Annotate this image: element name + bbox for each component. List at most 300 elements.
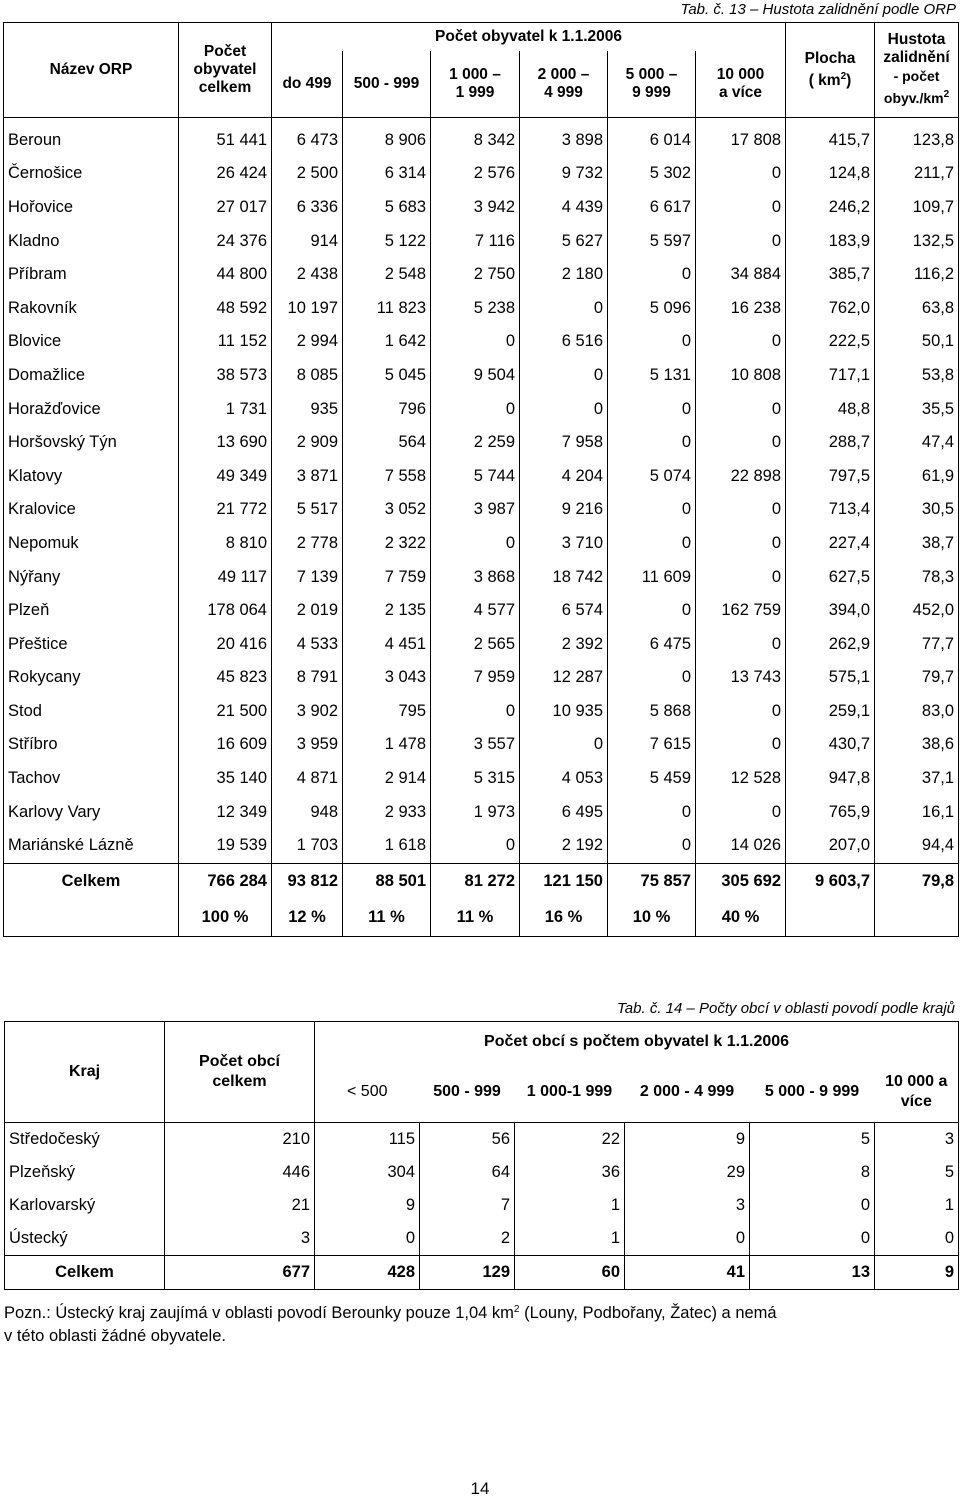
table-cell: 5 315 [431, 762, 520, 796]
table-cell: 0 [750, 1222, 875, 1256]
table-cell: 5 627 [520, 224, 608, 258]
total-label: Celkem [5, 1255, 165, 1289]
table-cell: 37,1 [875, 762, 959, 796]
table-cell: 2 909 [272, 426, 343, 460]
table-cell: 6 516 [520, 325, 608, 359]
table-cell: 207,0 [786, 829, 875, 863]
table-cell: 48,8 [786, 392, 875, 426]
percent-cell: 11 % [431, 900, 520, 937]
table-cell: 6 495 [520, 795, 608, 829]
table-cell: 627,5 [786, 560, 875, 594]
table-row [4, 527, 959, 561]
table-cell: 211,7 [875, 157, 959, 191]
table-cell: 0 [431, 325, 520, 359]
table-cell: 430,7 [786, 728, 875, 762]
table-cell: 10 935 [520, 695, 608, 729]
table-cell: 53,8 [875, 359, 959, 393]
total-cell: 766 284 [179, 863, 272, 900]
table-row [4, 627, 959, 661]
orp-name-cell: Plzeň [4, 594, 179, 628]
percent-cell: 12 % [272, 900, 343, 937]
table-cell: 77,7 [875, 627, 959, 661]
table-cell: 0 [608, 594, 696, 628]
table-cell: 64 [420, 1156, 515, 1189]
table-cell: 8 085 [272, 359, 343, 393]
table-cell: 0 [696, 527, 786, 561]
table-cell: 5 302 [608, 157, 696, 191]
table-cell: 7 615 [608, 728, 696, 762]
table-cell: 8 810 [179, 527, 272, 561]
table-cell: 2 565 [431, 627, 520, 661]
table-cell: 796 [343, 392, 431, 426]
table-cell: 45 823 [179, 661, 272, 695]
table-cell: 44 800 [179, 258, 272, 292]
table-cell: 0 [696, 191, 786, 225]
table-cell: 0 [696, 157, 786, 191]
total-cell: 41 [625, 1255, 750, 1289]
percent-row [4, 900, 959, 937]
orp-name-cell: Kladno [4, 224, 179, 258]
region-name-cell: Středočeský [5, 1122, 165, 1156]
table-cell: 0 [520, 291, 608, 325]
orp-name-cell: Karlovy Vary [4, 795, 179, 829]
table-cell: 1 642 [343, 325, 431, 359]
table-cell: 5 074 [608, 459, 696, 493]
table-cell: 5 597 [608, 224, 696, 258]
table-cell: 4 439 [520, 191, 608, 225]
orp-name-cell: Rokycany [4, 661, 179, 695]
table-row [4, 359, 959, 393]
table-cell: 49 117 [179, 560, 272, 594]
table-row [4, 426, 959, 460]
table-cell: 227,4 [786, 527, 875, 561]
header-municipalities-total: Počet obcí celkem [165, 1022, 315, 1123]
table-row [4, 117, 959, 157]
table-cell: 12 349 [179, 795, 272, 829]
percent-cell: 40 % [696, 900, 786, 937]
table-row [4, 493, 959, 527]
table-cell: 5 459 [608, 762, 696, 796]
table-cell: 5 238 [431, 291, 520, 325]
table-cell: 12 287 [520, 661, 608, 695]
table-cell: 5 [875, 1156, 959, 1189]
table-row [4, 191, 959, 225]
orp-name-cell: Tachov [4, 762, 179, 796]
table-cell: 246,2 [786, 191, 875, 225]
table-cell: 49 349 [179, 459, 272, 493]
table-cell: 109,7 [875, 191, 959, 225]
table-cell: 116,2 [875, 258, 959, 292]
table-row [4, 224, 959, 258]
table-cell: 2 259 [431, 426, 520, 460]
table-cell: 10 197 [272, 291, 343, 325]
table-cell: 78,3 [875, 560, 959, 594]
table-cell: 394,0 [786, 594, 875, 628]
total-cell: 93 812 [272, 863, 343, 900]
table-cell: 222,5 [786, 325, 875, 359]
table-cell: 0 [431, 829, 520, 863]
table14-caption: Tab. č. 14 – Počty obcí v oblasti povodí podle krajů [617, 1000, 955, 1017]
table-cell: 6 617 [608, 191, 696, 225]
table-cell: 4 577 [431, 594, 520, 628]
table-cell: 0 [608, 829, 696, 863]
orp-name-cell: Stříbro [4, 728, 179, 762]
table-cell: 259,1 [786, 695, 875, 729]
orp-name-cell: Stod [4, 695, 179, 729]
table-cell: 18 742 [520, 560, 608, 594]
total-cell: 428 [315, 1255, 420, 1289]
table-cell: 132,5 [875, 224, 959, 258]
table-cell: 564 [343, 426, 431, 460]
total-cell: 75 857 [608, 863, 696, 900]
header-bin-1000-1999: 1 000 – 1 999 [431, 51, 520, 117]
header-kraj: Kraj [5, 1022, 165, 1123]
table-cell: 3 959 [272, 728, 343, 762]
header2-bin-2000-4999: 2 000 - 4 999 [625, 1062, 750, 1122]
table-cell: 914 [272, 224, 343, 258]
region-name-cell: Karlovarský [5, 1189, 165, 1222]
table-row [4, 795, 959, 829]
total-cell: 60 [515, 1255, 625, 1289]
table-row [5, 1189, 959, 1222]
table-row [4, 560, 959, 594]
table-cell: 7 958 [520, 426, 608, 460]
table-cell: 947,8 [786, 762, 875, 796]
table-cell: 2 548 [343, 258, 431, 292]
orp-name-cell: Beroun [4, 117, 179, 157]
table-cell: 21 772 [179, 493, 272, 527]
table-cell: 797,5 [786, 459, 875, 493]
table-cell: 1 478 [343, 728, 431, 762]
table-cell: 3 710 [520, 527, 608, 561]
table-cell: 0 [520, 728, 608, 762]
table-cell: 35 140 [179, 762, 272, 796]
orp-name-cell: Černošice [4, 157, 179, 191]
orp-name-cell: Rakovník [4, 291, 179, 325]
table-cell: 22 [515, 1122, 625, 1156]
table-cell: 26 424 [179, 157, 272, 191]
table-cell: 34 884 [696, 258, 786, 292]
orp-name-cell: Klatovy [4, 459, 179, 493]
table-cell: 3 987 [431, 493, 520, 527]
table-row [4, 291, 959, 325]
header-density: Hustota zalidnění - počet $obyv./km^2$ [875, 23, 959, 118]
table-cell: 4 871 [272, 762, 343, 796]
table-cell: 0 [696, 426, 786, 460]
table-row [5, 1156, 959, 1189]
header-bin-5000-9999: 5 000 – 9 999 [608, 51, 696, 117]
table-cell: 304 [315, 1156, 420, 1189]
table-cell: 6 014 [608, 117, 696, 157]
table-cell: 2 135 [343, 594, 431, 628]
table-cell: 2 994 [272, 325, 343, 359]
table-row [5, 1122, 959, 1156]
total-cell: 88 501 [343, 863, 431, 900]
table-cell: 717,1 [786, 359, 875, 393]
table-cell: 0 [696, 325, 786, 359]
table-cell: 38 573 [179, 359, 272, 393]
table-cell: 5 744 [431, 459, 520, 493]
total-cell: 305 692 [696, 863, 786, 900]
table-cell: 0 [431, 695, 520, 729]
table-cell: 7 116 [431, 224, 520, 258]
table-cell: 0 [608, 795, 696, 829]
total-cell: 79,8 [875, 863, 959, 900]
table-cell: 762,0 [786, 291, 875, 325]
table-cell: 0 [520, 392, 608, 426]
percent-cell: 100 % [179, 900, 272, 937]
table-cell: 0 [431, 527, 520, 561]
table-cell: 0 [608, 258, 696, 292]
table-cell: 3 [165, 1222, 315, 1256]
table-cell: 0 [608, 527, 696, 561]
table-cell: 115 [315, 1122, 420, 1156]
table-cell: 51 441 [179, 117, 272, 157]
header-bin-up-to-499: do 499 [272, 51, 343, 117]
table-cell: 83,0 [875, 695, 959, 729]
table-cell: 288,7 [786, 426, 875, 460]
table-cell: 0 [608, 392, 696, 426]
table-cell: 35,5 [875, 392, 959, 426]
table-cell: 0 [696, 728, 786, 762]
table-cell: 56 [420, 1122, 515, 1156]
table-cell: 6 336 [272, 191, 343, 225]
table-cell: 9 [625, 1122, 750, 1156]
population-density-table [3, 22, 959, 937]
table-cell: 10 808 [696, 359, 786, 393]
table-cell: 5 868 [608, 695, 696, 729]
total-cell: 129 [420, 1255, 515, 1289]
table-cell: 27 017 [179, 191, 272, 225]
table-cell: 24 376 [179, 224, 272, 258]
table-cell: 7 139 [272, 560, 343, 594]
total-cell: 677 [165, 1255, 315, 1289]
table-cell: 1 703 [272, 829, 343, 863]
table-cell: 3 898 [520, 117, 608, 157]
table-cell: 16 238 [696, 291, 786, 325]
table-cell: 385,7 [786, 258, 875, 292]
table-cell: 9 504 [431, 359, 520, 393]
header-bin-10000-plus: 10 000 a více [696, 51, 786, 117]
table-cell: 30,5 [875, 493, 959, 527]
header-population-total: Počet obyvatel celkem [179, 23, 272, 118]
table-cell: 12 528 [696, 762, 786, 796]
orp-name-cell: Kralovice [4, 493, 179, 527]
table-cell: 446 [165, 1156, 315, 1189]
table-cell: 0 [696, 560, 786, 594]
table-cell: 0 [520, 359, 608, 393]
table-cell: 5 045 [343, 359, 431, 393]
table-cell: 50,1 [875, 325, 959, 359]
table-cell: 452,0 [875, 594, 959, 628]
orp-name-cell: Hořovice [4, 191, 179, 225]
table-row [5, 1222, 959, 1256]
header2-bin-500-999: 500 - 999 [420, 1062, 515, 1122]
table-cell: 6 475 [608, 627, 696, 661]
table-cell: 6 473 [272, 117, 343, 157]
table-cell: 3 868 [431, 560, 520, 594]
table-cell: 2 750 [431, 258, 520, 292]
footnote: Pozn.: Ústecký kraj zaujímá v oblasti povodí Berounky pouze 1,04 $km^2$ (Louny, Podbořany, Žatec) a nemá v této oblasti žádné obyvatele. [4, 1304, 777, 1345]
table-cell: 16 609 [179, 728, 272, 762]
orp-name-cell: Blovice [4, 325, 179, 359]
table-cell: 3 [875, 1122, 959, 1156]
table-cell: 13 743 [696, 661, 786, 695]
table-cell: 47,4 [875, 426, 959, 460]
table-cell: 29 [625, 1156, 750, 1189]
header-area: Plocha ( $km^2$) [786, 23, 875, 118]
table-cell: 20 416 [179, 627, 272, 661]
table-cell: 0 [696, 392, 786, 426]
table-cell: 4 053 [520, 762, 608, 796]
orp-name-cell: Nepomuk [4, 527, 179, 561]
table-cell: 38,6 [875, 728, 959, 762]
table-cell: 8 [750, 1156, 875, 1189]
table-row [4, 661, 959, 695]
page-number: 14 [470, 1479, 490, 1498]
region-name-cell: Ústecký [5, 1222, 165, 1256]
table-cell: 0 [608, 493, 696, 527]
table-row [4, 157, 959, 191]
table-cell: 3 [625, 1189, 750, 1222]
region-name-cell: Plzeňský [5, 1156, 165, 1189]
table-cell: 2 [420, 1222, 515, 1256]
table-cell: 2 392 [520, 627, 608, 661]
table-cell: 5 131 [608, 359, 696, 393]
table-cell: 0 [431, 392, 520, 426]
table-cell: 61,9 [875, 459, 959, 493]
empty-cell [786, 900, 875, 937]
total-cell: 81 272 [431, 863, 520, 900]
table-cell: 5 096 [608, 291, 696, 325]
table-cell: 0 [696, 695, 786, 729]
percent-cell: 11 % [343, 900, 431, 937]
table-cell: 14 026 [696, 829, 786, 863]
table-cell: 0 [315, 1222, 420, 1256]
table-cell: 16,1 [875, 795, 959, 829]
table-cell: 8 791 [272, 661, 343, 695]
table-cell: 178 064 [179, 594, 272, 628]
table-cell: 3 043 [343, 661, 431, 695]
municipalities-by-region-table [4, 1021, 959, 1290]
table-cell: 1 618 [343, 829, 431, 863]
table-row [4, 594, 959, 628]
table-cell: 1 [875, 1189, 959, 1222]
table-cell: 765,9 [786, 795, 875, 829]
table-cell: 7 759 [343, 560, 431, 594]
table-cell: 2 019 [272, 594, 343, 628]
table-row [4, 325, 959, 359]
table-cell: 2 322 [343, 527, 431, 561]
table-cell: 6 574 [520, 594, 608, 628]
orp-name-cell: Horšovský Týn [4, 426, 179, 460]
table-row [4, 829, 959, 863]
table-cell: 1 731 [179, 392, 272, 426]
table-cell: 4 451 [343, 627, 431, 661]
orp-name-cell: Nýřany [4, 560, 179, 594]
table-cell: 3 557 [431, 728, 520, 762]
table-cell: 5 [750, 1122, 875, 1156]
table-cell: 9 216 [520, 493, 608, 527]
table-cell: 48 592 [179, 291, 272, 325]
table-cell: 22 898 [696, 459, 786, 493]
orp-name-cell: Přeštice [4, 627, 179, 661]
table-cell: 0 [696, 795, 786, 829]
table-cell: 3 902 [272, 695, 343, 729]
table-cell: 0 [608, 426, 696, 460]
table-cell: 2 576 [431, 157, 520, 191]
header-bin-500-999: 500 - 999 [343, 51, 431, 117]
table-cell: 9 [315, 1189, 420, 1222]
table-cell: 935 [272, 392, 343, 426]
table-cell: 2 180 [520, 258, 608, 292]
table-cell: 1 [515, 1189, 625, 1222]
table-cell: 713,4 [786, 493, 875, 527]
table-cell: 17 808 [696, 117, 786, 157]
table-cell: 11 152 [179, 325, 272, 359]
header2-bin-under-500: < 500 [315, 1062, 420, 1122]
table-cell: 575,1 [786, 661, 875, 695]
table-cell: 21 [165, 1189, 315, 1222]
table-cell: 5 122 [343, 224, 431, 258]
table-cell: 38,7 [875, 527, 959, 561]
header-municipalities-group: Počet obcí s počtem obyvatel k 1.1.2006 [315, 1022, 959, 1063]
table-cell: 2 192 [520, 829, 608, 863]
table-cell: 3 942 [431, 191, 520, 225]
table-cell: 0 [875, 1222, 959, 1256]
orp-name-cell: Příbram [4, 258, 179, 292]
table-cell: 13 690 [179, 426, 272, 460]
empty-cell [875, 900, 959, 937]
table-cell: 19 539 [179, 829, 272, 863]
table-cell: 0 [608, 325, 696, 359]
table-cell: 2 438 [272, 258, 343, 292]
total-cell: 13 [750, 1255, 875, 1289]
table-cell: 21 500 [179, 695, 272, 729]
total-cell: 121 150 [520, 863, 608, 900]
table-cell: 7 959 [431, 661, 520, 695]
header-population-group: Počet obyvatel k 1.1.2006 [272, 23, 786, 52]
table-cell: 0 [625, 1222, 750, 1256]
table-cell: 8 906 [343, 117, 431, 157]
table-cell: 6 314 [343, 157, 431, 191]
table-cell: 36 [515, 1156, 625, 1189]
table-row [4, 695, 959, 729]
table-row [4, 459, 959, 493]
table-cell: 2 914 [343, 762, 431, 796]
table-cell: 11 823 [343, 291, 431, 325]
table-cell: 2 933 [343, 795, 431, 829]
orp-name-cell: Horažďovice [4, 392, 179, 426]
table-cell: 0 [750, 1189, 875, 1222]
header-orp-name: Název ORP [4, 23, 179, 118]
table-cell: 11 609 [608, 560, 696, 594]
total-row [5, 1255, 959, 1289]
table-cell: 0 [696, 493, 786, 527]
total-cell: 9 [875, 1255, 959, 1289]
table-cell: 8 342 [431, 117, 520, 157]
table-cell: 262,9 [786, 627, 875, 661]
table-cell: 1 [515, 1222, 625, 1256]
table-row [4, 728, 959, 762]
table-cell: 2 500 [272, 157, 343, 191]
table-cell: 948 [272, 795, 343, 829]
percent-cell: 16 % [520, 900, 608, 937]
table-cell: 162 759 [696, 594, 786, 628]
table-cell: 4 204 [520, 459, 608, 493]
table-cell: 1 973 [431, 795, 520, 829]
table-row [4, 762, 959, 796]
